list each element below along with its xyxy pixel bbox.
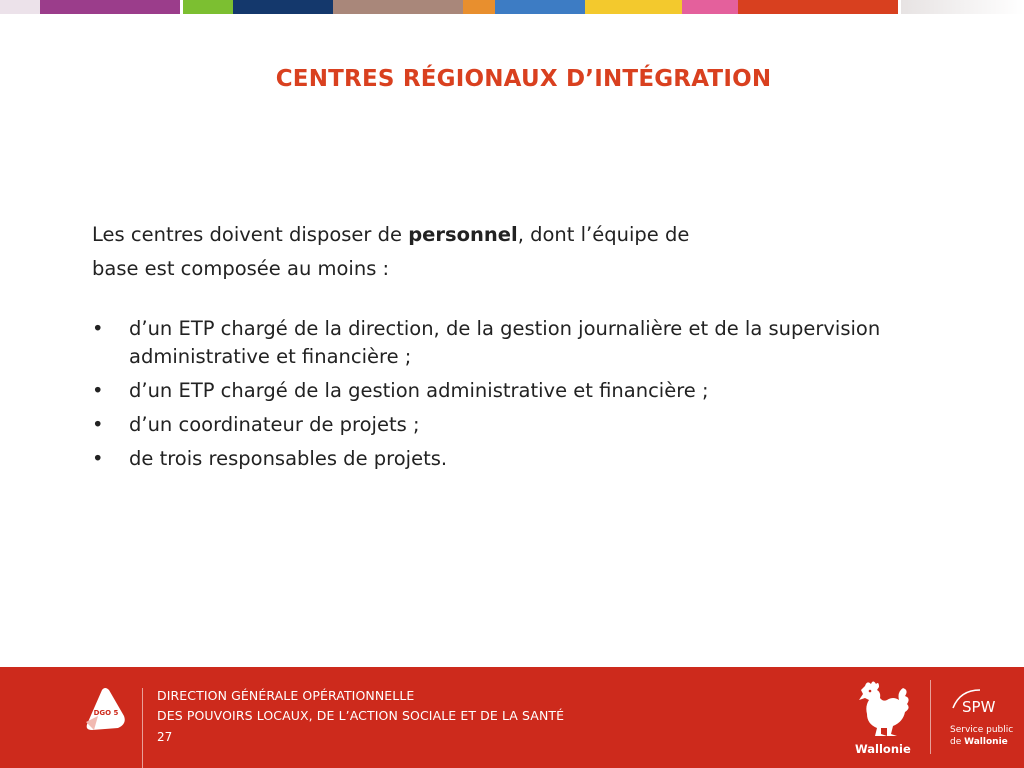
footer-divider-left xyxy=(142,688,143,768)
slide-title: CENTRES RÉGIONAUX D’INTÉGRATION xyxy=(275,66,772,92)
bullet-text: d’un coordinateur de projets ; xyxy=(129,413,420,436)
bullet-item xyxy=(92,377,912,405)
header-color-strip xyxy=(0,0,1024,14)
footer-divider-right xyxy=(930,680,931,754)
strip-segment xyxy=(333,0,463,14)
strip-segment xyxy=(40,0,180,14)
wallonie-rooster-icon xyxy=(853,678,913,740)
bullet-text: d’un ETP chargé de la direction, de la gestion journalière et de la supervision administrative et financière ; xyxy=(129,317,881,368)
strip-segment xyxy=(0,0,40,14)
strip-segment xyxy=(463,0,495,14)
bullet-dot: • xyxy=(92,413,104,436)
strip-segment xyxy=(183,0,233,14)
direction-line-1: DIRECTION GÉNÉRALE OPÉRATIONNELLE xyxy=(157,688,415,703)
strip-segment xyxy=(495,0,585,14)
strip-segment xyxy=(738,0,898,14)
spw-logo-text: SPW xyxy=(962,698,996,716)
intro-text-line2: base est composée au moins : xyxy=(92,257,390,280)
bullet-item xyxy=(92,411,912,439)
intro-bold-text: personnel xyxy=(408,223,518,246)
intro-text: Les centres doivent disposer de xyxy=(92,223,409,246)
bullet-dot: • xyxy=(92,447,104,470)
bullet-list xyxy=(92,315,912,479)
strip-segment xyxy=(585,0,682,14)
intro-text-rest: , dont l’équipe de xyxy=(517,223,690,246)
intro-paragraph xyxy=(92,218,872,286)
strip-segment xyxy=(901,0,1024,14)
dgo5-logo-icon xyxy=(82,686,128,732)
bullet-text: de trois responsables de projets. xyxy=(129,447,448,470)
spw-subtitle-bold: Wallonie xyxy=(964,737,1008,747)
spw-subtitle-prefix: de xyxy=(950,737,965,747)
strip-segment xyxy=(682,0,738,14)
bullet-item xyxy=(92,445,912,473)
spw-logo-icon xyxy=(950,686,1006,716)
page-number: 27 xyxy=(157,730,173,744)
wallonie-label: Wallonie xyxy=(855,742,911,756)
spw-subtitle-1: Service public xyxy=(950,725,1014,735)
bullet-dot: • xyxy=(92,379,104,402)
strip-segment xyxy=(233,0,333,14)
direction-line-2: DES POUVOIRS LOCAUX, DE L’ACTION SOCIALE ET DE LA SANTÉ xyxy=(157,708,565,723)
bullet-dot: • xyxy=(92,317,104,340)
dgo5-badge-text: DGO 5 xyxy=(93,709,119,717)
bullet-text: d’un ETP chargé de la gestion administrative et financière ; xyxy=(129,379,709,402)
bullet-item xyxy=(92,315,912,371)
spw-subtitle-2 xyxy=(950,737,1008,747)
